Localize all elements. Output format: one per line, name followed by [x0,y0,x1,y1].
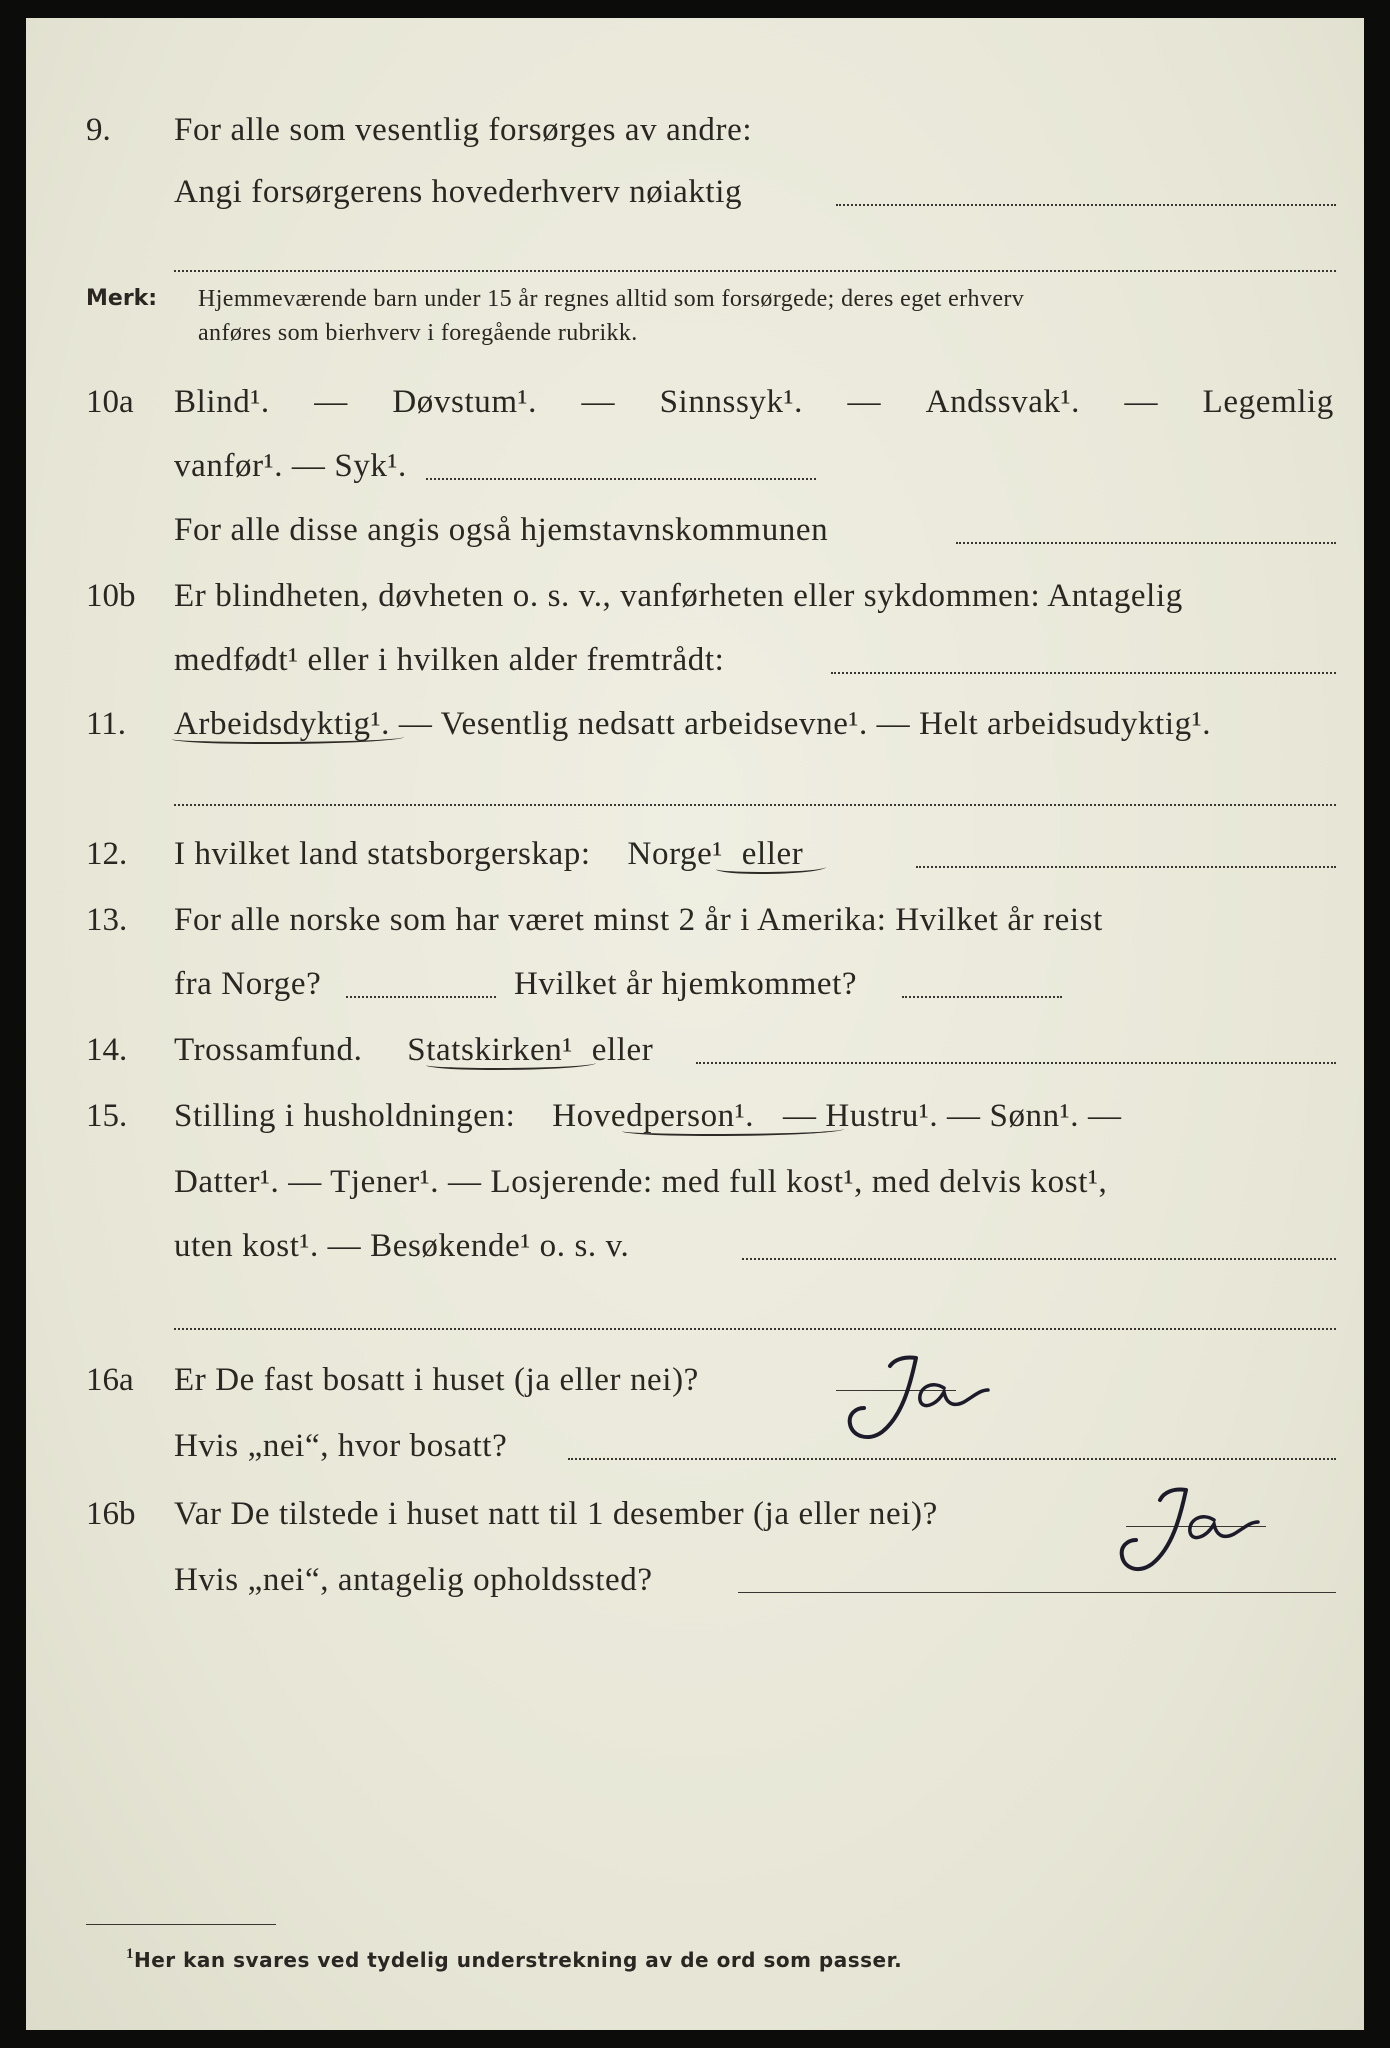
census-form-page [26,18,1364,2030]
options-rest: — Hustru¹. — Sønn¹. — [782,1098,1122,1134]
answer-line[interactable] [836,204,1336,206]
question-10b [26,574,1364,618]
options-rest: — Vesentlig nedsatt arbeidsevne¹. — Helt arbeidsudyktig¹. [398,706,1212,742]
footnote-text: Her kan svares ved tydelig understrekning av de ord som passer. [134,1948,903,1972]
question-text: For alle som vesentlig forsørges av andre: [174,112,753,148]
answer-line[interactable] [916,866,1336,868]
question-13 [26,898,1364,942]
option-sinnssyk[interactable]: Sinnssyk¹. [659,384,803,420]
footnote-rule [86,1924,276,1925]
question-10a [26,380,1364,424]
question-number: 11. [86,706,127,742]
question-14 [26,1028,1364,1072]
question-16b-line-2 [26,1558,1364,1602]
question-12 [26,832,1364,876]
question-13-line-2 [26,962,1364,1006]
question-15 [26,1094,1364,1138]
question-text: uten kost¹. — Besøkende¹ o. s. v. [174,1228,630,1264]
question-text: Datter¹. — Tjener¹. — Losjerende: med full kost¹, med delvis kost¹, [174,1164,1108,1200]
question-number: 16b [86,1496,136,1532]
question-suffix: eller [741,836,804,872]
note-text: anføres som bierhverv i foregående rubrikk. [198,320,638,346]
question-number: 12. [86,836,128,872]
dash: — [581,384,616,420]
handwritten-underline [716,862,826,874]
question-10b-line-2 [26,638,1364,682]
question-number: 16a [86,1362,134,1398]
question-text-return: Hvilket år hjemkommet? [514,966,858,1002]
question-prefix: Trossamfund. [174,1032,363,1068]
answer-line[interactable] [426,478,816,480]
option-andssvak[interactable]: Andssvak¹. [925,384,1080,420]
answer-line[interactable] [174,1328,1336,1330]
question-number: 10a [86,384,134,420]
question-9-line-2 [26,170,1364,214]
answer-line[interactable] [174,270,1336,272]
question-prefix: Stilling i husholdningen: [174,1098,516,1134]
question-number: 10b [86,578,136,614]
answer-line[interactable] [956,542,1336,544]
option-norge[interactable]: Norge¹ [627,836,723,872]
answer-line[interactable] [831,672,1336,674]
question-number: 14. [86,1032,128,1068]
question-11 [26,702,1364,746]
option-hovedperson[interactable]: Hovedperson¹. [552,1098,755,1134]
note-block [26,282,1364,362]
question-9 [26,108,1364,152]
question-number: 15. [86,1098,128,1134]
question-suffix: eller [591,1032,654,1068]
answer-line[interactable] [902,996,1062,998]
answer-line[interactable] [696,1062,1336,1064]
option-statskirken[interactable]: Statskirken¹ [407,1032,573,1068]
question-text: medfødt¹ eller i hvilken alder fremtrådt: [174,642,725,678]
question-10a-line-2 [26,444,1364,488]
answer-line[interactable] [742,1258,1336,1260]
question-text [174,832,803,876]
option-arbeidsdyktig[interactable]: Arbeidsdyktig¹. [174,706,390,742]
answer-line[interactable] [568,1458,1336,1460]
question-number: 9. [86,112,111,148]
question-text: For alle norske som har været minst 2 år i Amerika: Hvilket år reist [174,902,1103,938]
note-label: Merk: [86,286,158,311]
answer-line[interactable] [738,1592,1336,1593]
question-number: 13. [86,902,128,938]
note-text: Hjemmeværende barn under 15 år regnes alltid som forsørgede; deres eget erhverv [198,286,1025,312]
option-dovstum[interactable]: Døvstum¹. [392,384,537,420]
question-text-from: fra Norge? [174,966,322,1002]
question-prefix: I hvilket land statsborgerskap: [174,836,591,872]
question-15-line-3 [26,1224,1364,1268]
question-text: Er De fast bosatt i huset (ja eller nei)? [174,1362,699,1398]
question-text: For alle disse angis også hjemstavnskommunen [174,512,829,548]
question-text: vanfør¹. — Syk¹. [174,448,407,484]
option-blind[interactable]: Blind¹. [174,384,270,420]
option-legemlig[interactable]: Legemlig [1202,384,1334,420]
question-16a-line-2 [26,1424,1364,1468]
question-10a-line-3 [26,508,1364,552]
answer-line[interactable] [346,996,496,998]
answer-line[interactable] [174,804,1336,806]
dash: — [314,384,348,420]
footnote-mark: 1 [126,1946,134,1962]
question-text: Var De tilstede i huset natt til 1 desember (ja eller nei)? [174,1496,938,1532]
dash: — [847,384,882,420]
question-16a [26,1358,1364,1402]
question-text [174,380,1334,424]
question-15-line-2 [26,1160,1364,1204]
question-text: Er blindheten, døvheten o. s. v., vanførheten eller sykdommen: Antagelig [174,578,1183,614]
question-text: Angi forsørgerens hovederhverv nøiaktig [174,174,743,210]
question-text: Hvis „nei“, hvor bosatt? [174,1428,508,1464]
question-text: Hvis „nei“, antagelig opholdssted? [174,1562,653,1598]
dash: — [1124,384,1159,420]
